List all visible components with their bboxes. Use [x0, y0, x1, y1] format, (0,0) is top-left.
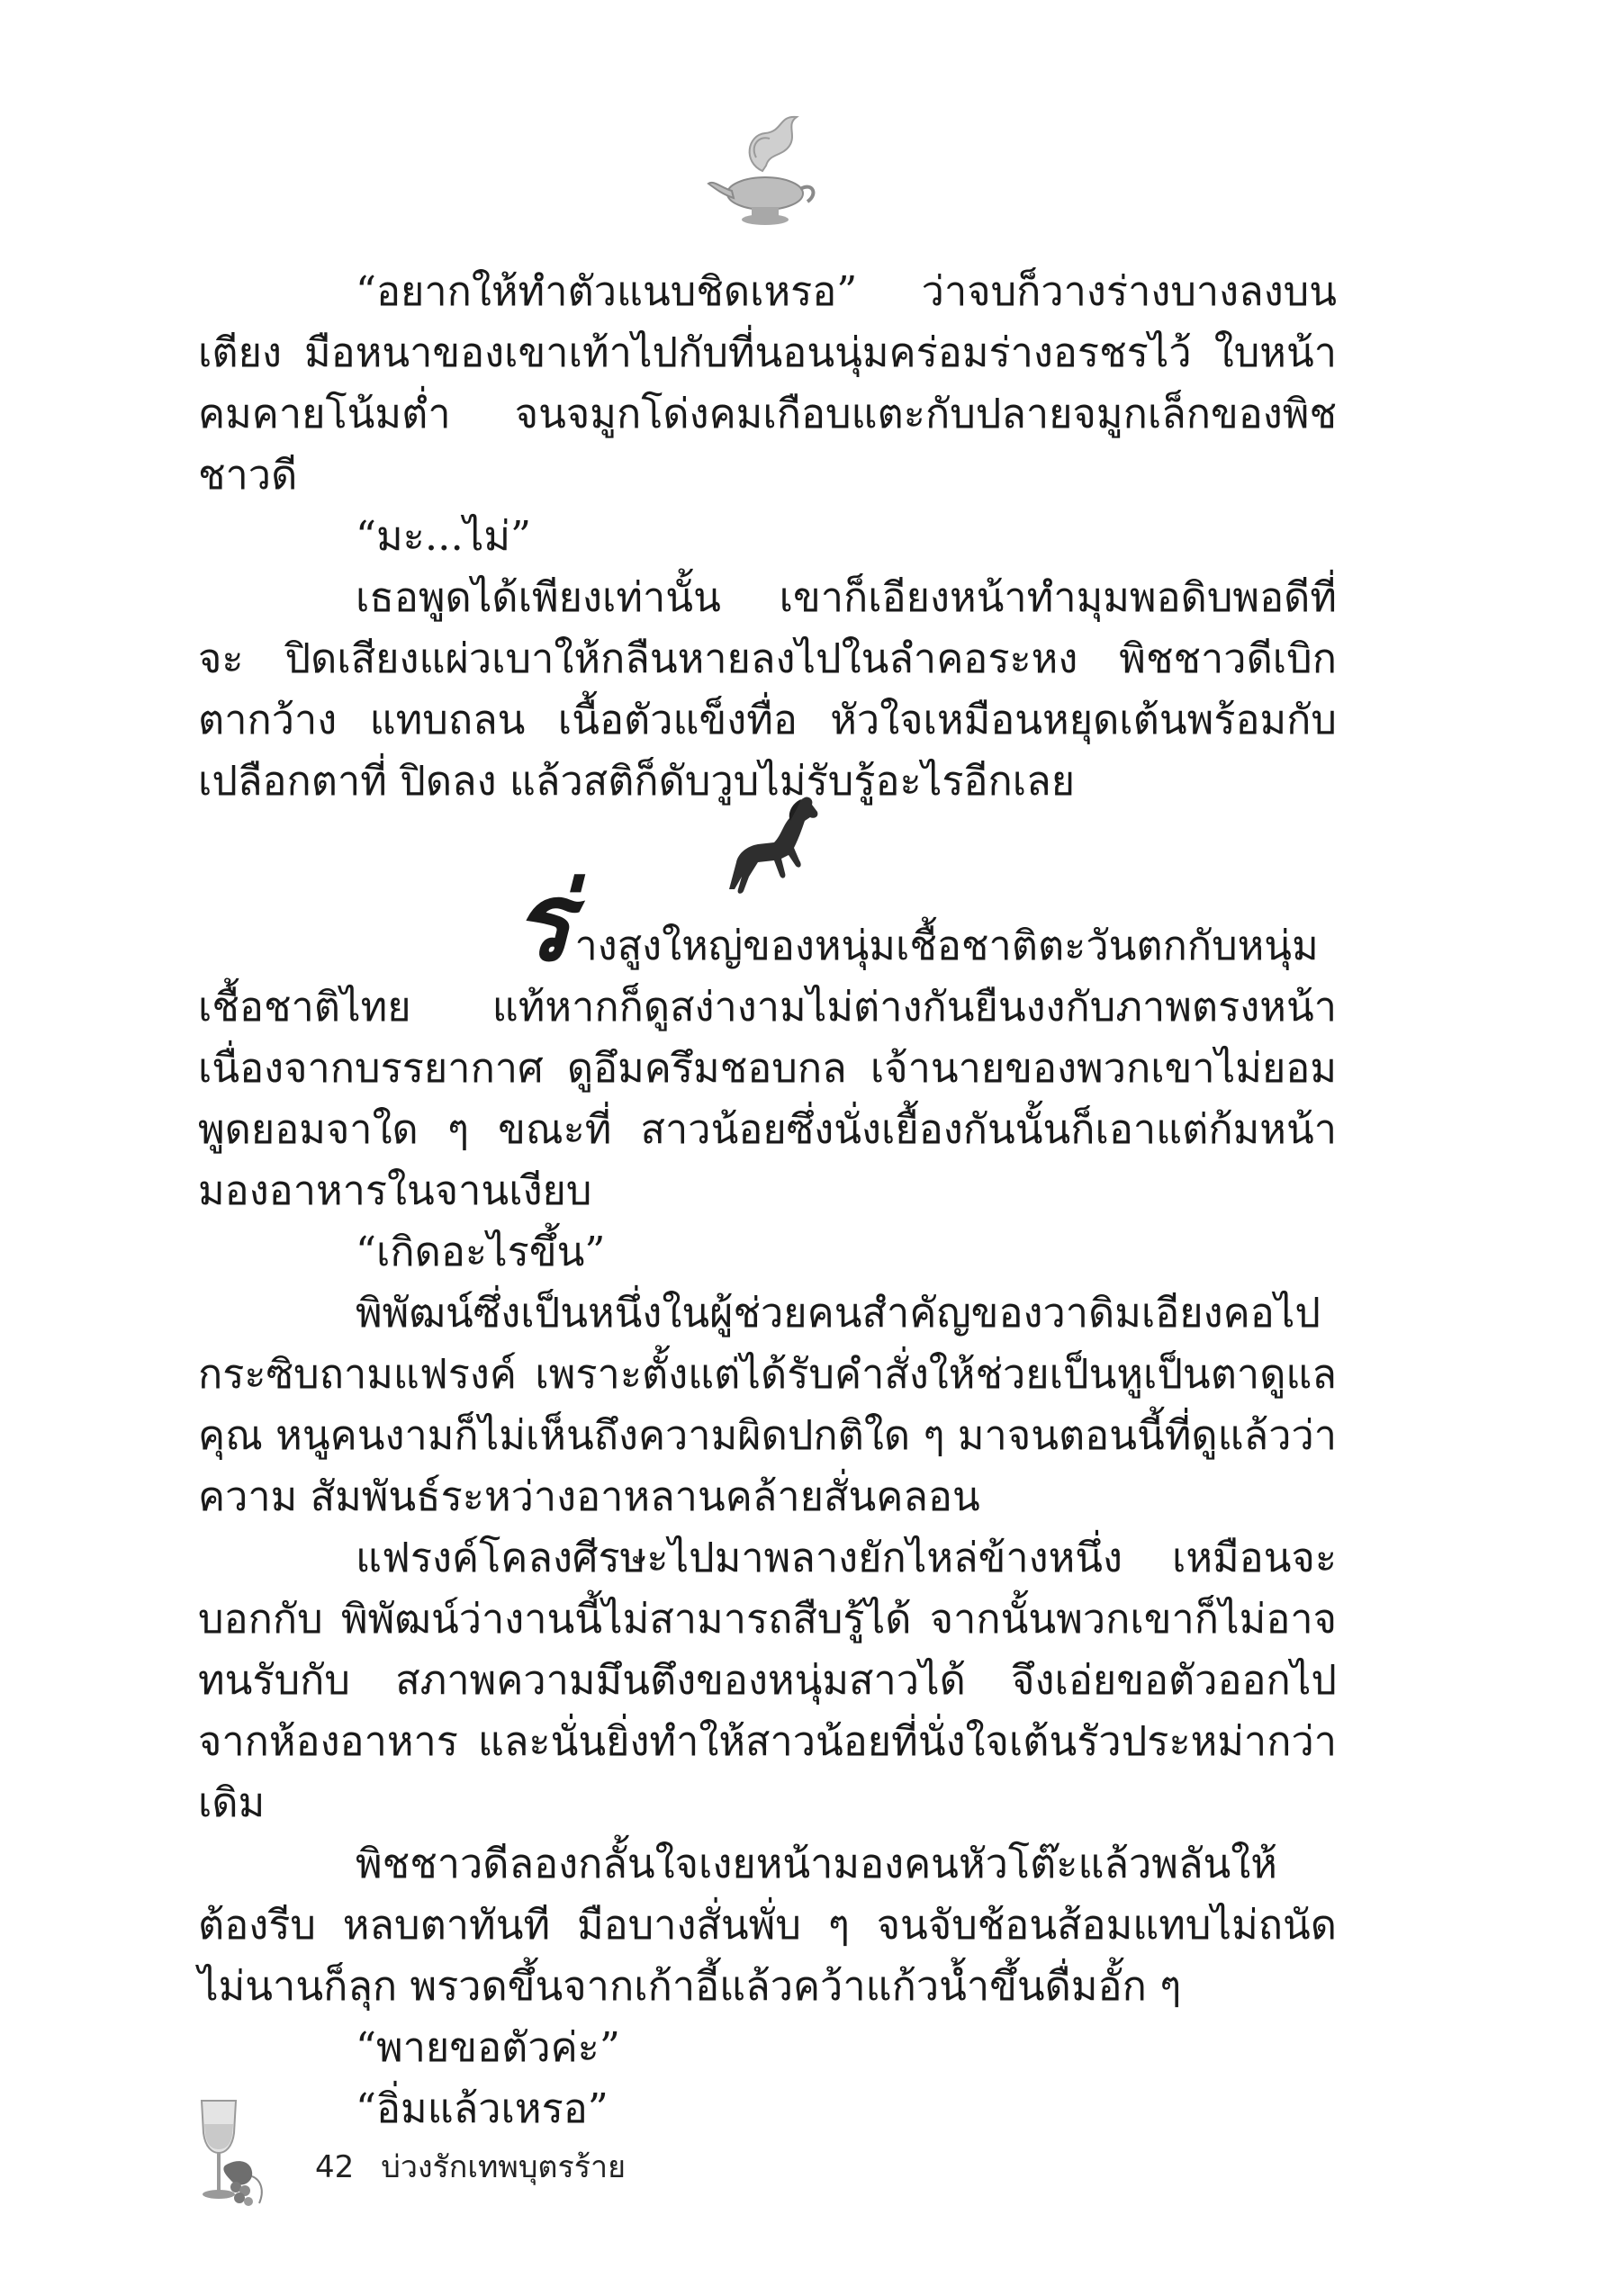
- horse-icon: [711, 790, 824, 894]
- magic-lamp-icon: [707, 108, 824, 234]
- paragraph: พิพัฒน์ซึ่งเป็นหนึ่งในผู้ช่วยคนสำคัญของวาดิมเอียงคอไป กระซิบถามแฟรงค์ เพราะตั้งแต่ได้รับคำสั่งให้ช่วยเป็นหูเป็นตาดูแลคุณ หนูคนงามก็ไม่เห็นถึงความผิดปกติใด ๆ มาจนตอนนี้ที่ดูแล้วว่าความ สัมพันธ์ระหว่างอาหลานคล้ายสั่นคลอน: [198, 1289, 1337, 1520]
- opening-paragraph: [198, 859, 1337, 1221]
- section-1: [198, 261, 1337, 812]
- opening-paragraph-text: างสูงใหญ่ของหนุ่มเชื้อชาติตะวันตกกับหนุ่มเชื้อชาติไทย แท้หากก็ดูสง่างามไม่ต่างกันยืนงงกับภาพตรงหน้า เนื่องจากบรรยากาศ ดูอึมครึมชอบกล เจ้านายของพวกเขาไม่ยอมพูดยอมจาใด ๆ ขณะที่ สาวน้อยซึ่งนั่งเยื้องกันนั้นก็เอาแต่ก้มหน้ามองอาหารในจานเงียบ: [198, 922, 1337, 1214]
- drop-cap: ร่: [513, 859, 572, 986]
- section-2: [198, 859, 1337, 2139]
- paragraph: “อยากให้ทำตัวแนบชิดเหรอ” ว่าจบก็วางร่างบางลงบนเตียง มือหนาของเขาเท้าไปกับที่นอนนุ่มคร่อมร่างอรชรไว้ ใบหน้าคมคายโน้มต่ำ จนจมูกโด่งคมเกือบแตะกับปลายจมูกเล็กของพิชชาวดี: [198, 267, 1337, 499]
- paragraph: พิชชาวดีลองกลั้นใจเงยหน้ามองคนหัวโต๊ะแล้วพลันให้ต้องรีบ หลบตาทันที มือบางสั่นพั่บ ๆ จนจับช้อนส้อมแทบไม่ถนัด ไม่นานก็ลุก พรวดขึ้นจากเก้าอี้แล้วคว้าแก้วน้ำขึ้นดื่มอั้ก ๆ: [198, 1840, 1337, 2010]
- dialogue-line: “เกิดอะไรขึ้น”: [356, 1228, 606, 1275]
- page-footer: [189, 2097, 729, 2205]
- dialogue-line: “อิ่มแล้วเหรอ”: [356, 2084, 609, 2132]
- paragraph: แฟรงค์โคลงศีรษะไปมาพลางยักไหล่ข้างหนึ่ง เหมือนจะบอกกับ พิพัฒน์ว่างานนี้ไม่สามารถสืบรู้ได้ จากนั้นพวกเขาก็ไม่อาจทนรับกับ สภาพความมึนตึงของหนุ่มสาวได้ จึงเอ่ยขอตัวออกไปจากห้องอาหาร และนั่นยิ่งทำให้สาวน้อยที่นั่งใจเต้นรัวประหม่ากว่าเดิม: [198, 1534, 1337, 1826]
- dialogue-line: “พายขอตัวค่ะ”: [356, 2023, 620, 2071]
- footer-text: [315, 2142, 626, 2191]
- dialogue-line: “มะ...ไม่”: [356, 512, 532, 560]
- wine-glass-grapes-icon: [189, 2097, 288, 2214]
- paragraph: เธอพูดได้เพียงเท่านั้น เขาก็เอียงหน้าทำมุมพอดิบพอดีที่จะ ปิดเสียงแผ่วเบาให้กลืนหายลงไปในลำคอระหง พิชชาวดีเบิกตากว้าง แทบถลน เนื้อตัวแข็งทื่อ หัวใจเหมือนหยุดเต้นพร้อมกับเปลือกตาที่ ปิดลง แล้วสติก็ดับวูบไม่รับรู้อะไรอีกเลย: [198, 573, 1337, 805]
- book-title: บ่วงรักเทพบุตรร้าย: [381, 2149, 627, 2185]
- page-number: 42: [315, 2149, 355, 2185]
